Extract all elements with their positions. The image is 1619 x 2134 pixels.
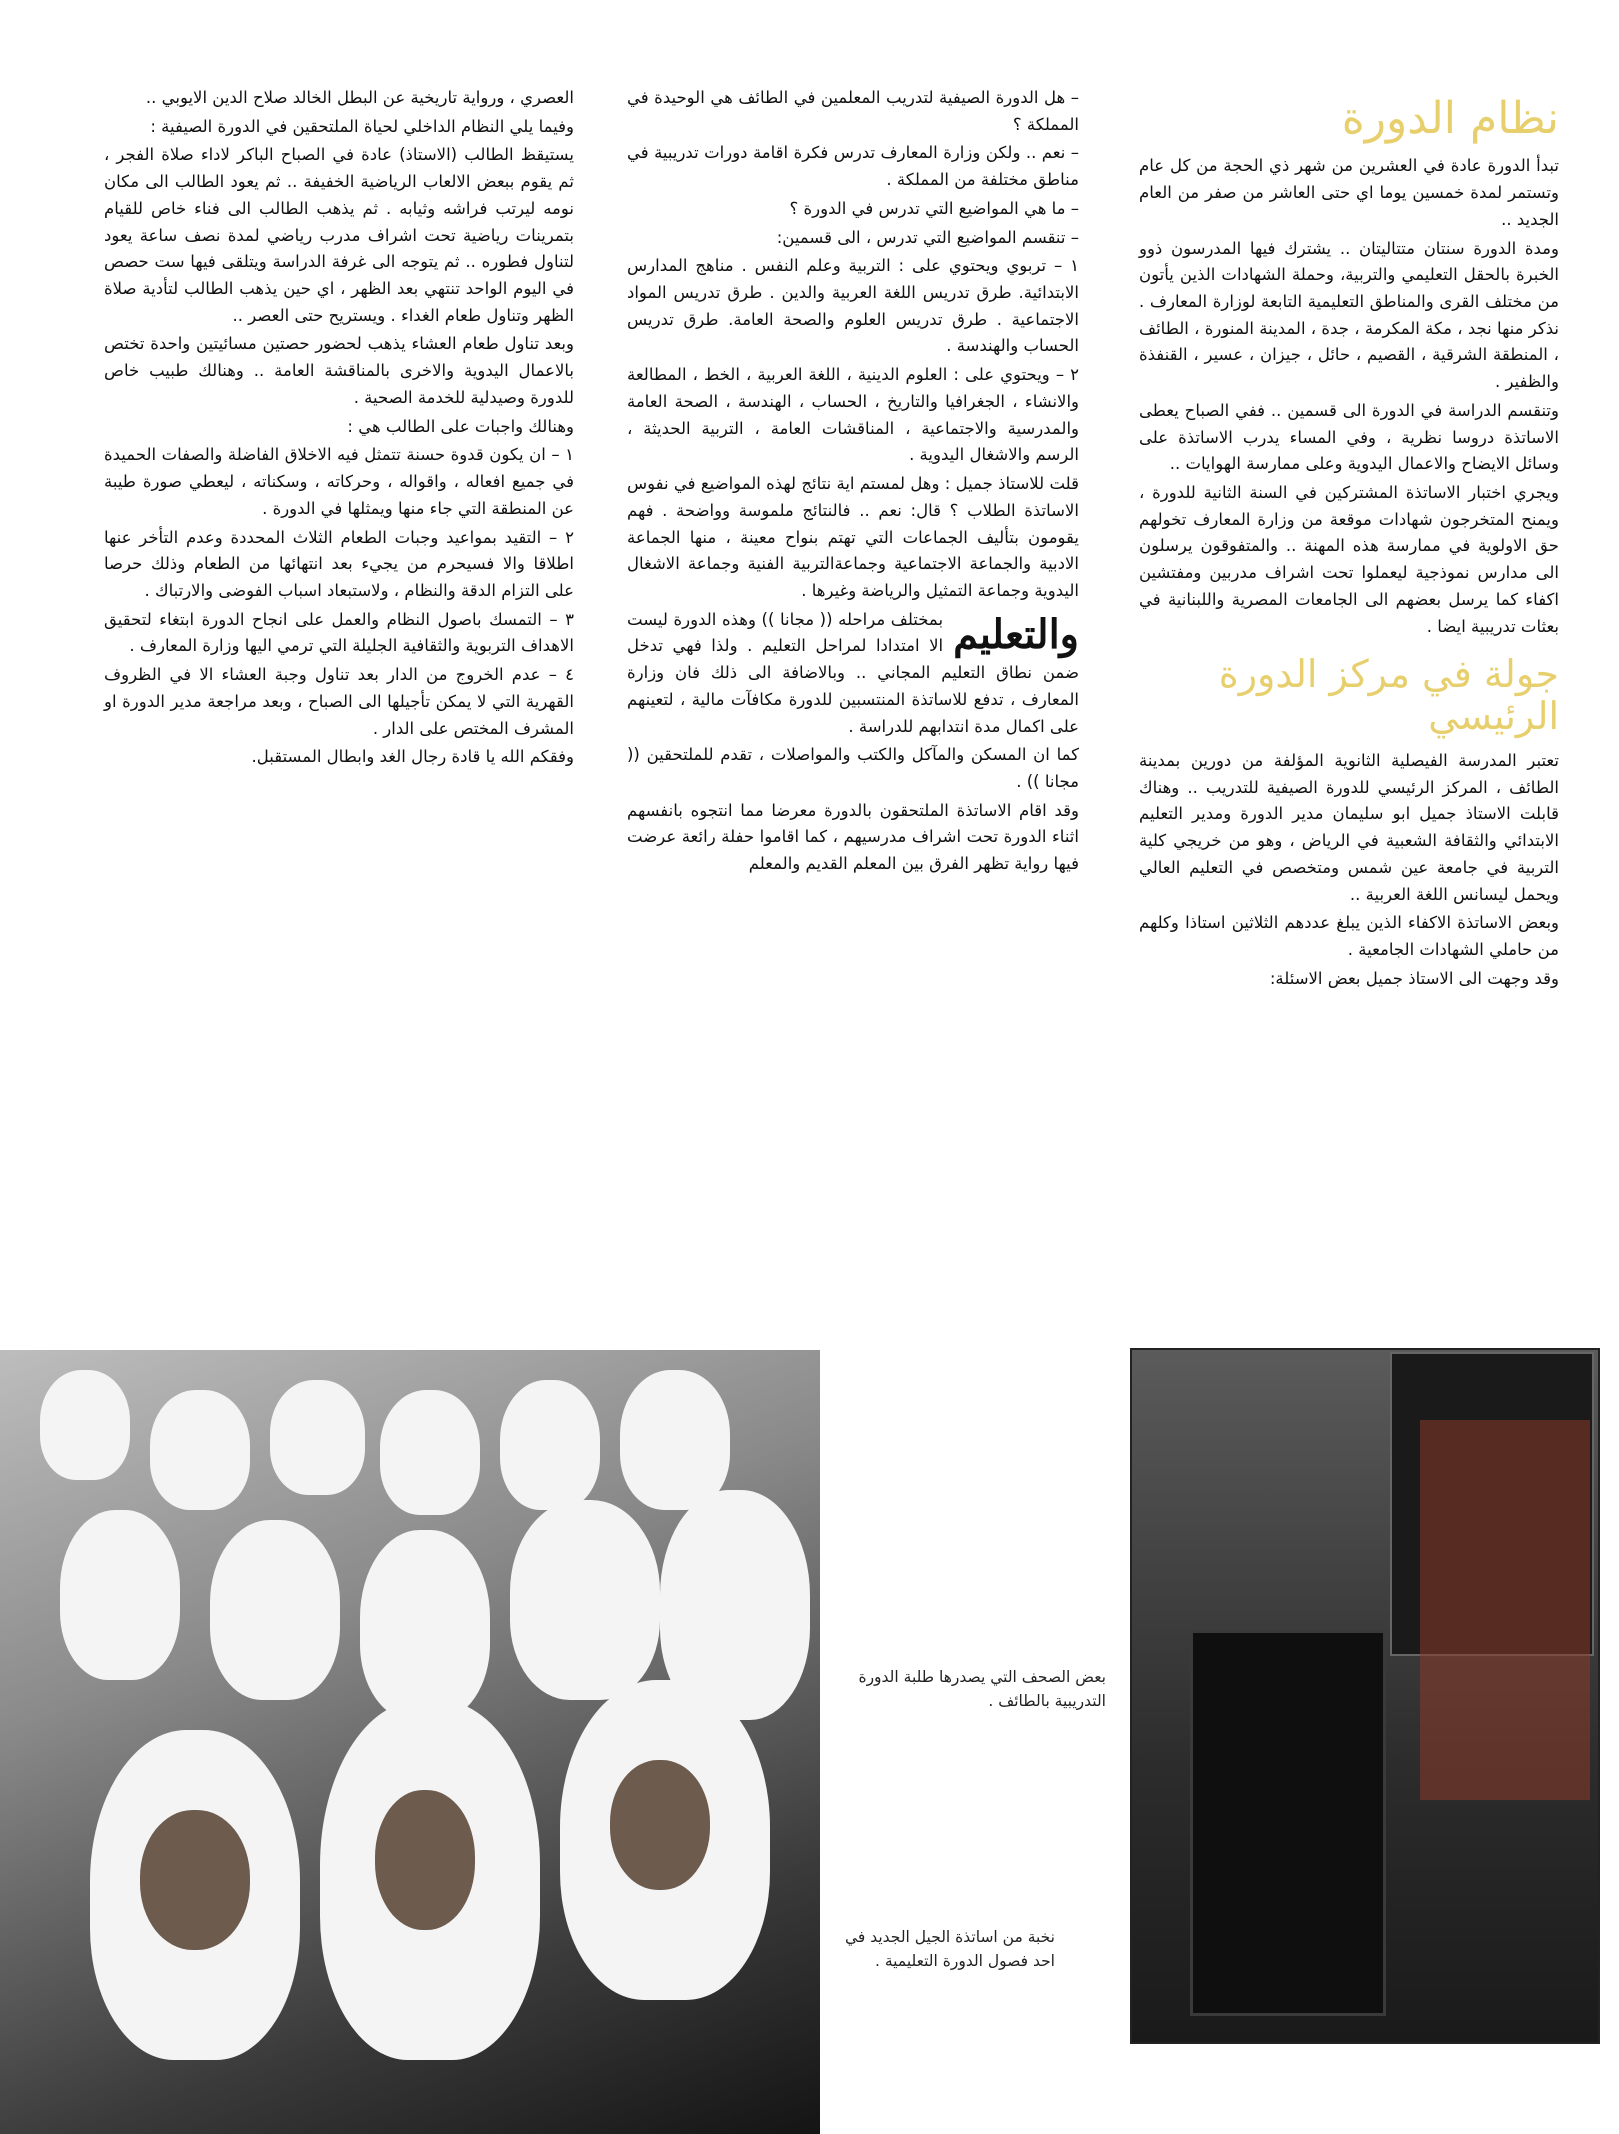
- paragraph: وقد اقام الاساتذة الملتحقون بالدورة معرضا مما انتجوه بانفسهم اثناء الدورة تحت اشراف مدرسيهم ، كما اقاموا حفلة رائعة عرضت فيها رواية تظهر الفرق بين المعلم القديم والمعلم: [627, 800, 1079, 874]
- paragraph: ٢ – ويحتوي على : العلوم الدينية ، اللغة العربية ، الخط ، المطالعة والانشاء ، الجغرافيا والتاريخ ، الحساب ، الهندسة ، الصحة العامة والمدرسية والاجتماعية ، المناقشات العامة ، التربية الحديثة ، الرسم والاشغال اليدوية .: [627, 365, 1079, 465]
- paragraph: ٤ – عدم الخروج من الدار بعد تناول وجبة العشاء الا في الظروف القهرية التي لا يمكن تأجيلها الى الصباح ، وبعد مراجعة مدير الدورة او المشرف المختص على الدار .: [104, 665, 574, 738]
- paragraph: – تنقسم المواضيع التي تدرس ، الى قسمين:: [776, 227, 1079, 247]
- caption-left-photo: نخبة من اساتذة الجيل الجديد في احد فصول الدورة التعليمية .: [844, 1928, 1055, 1971]
- paragraph: وبعد تناول طعام العشاء يذهب لحضور حصتين مسائيتين واحدة تختص بالاعمال اليدوية والاخرى بالمناقشة العامة .. وهنالك طبيب خاص للدورة وصيدلية للخدمة الصحية .: [104, 334, 574, 407]
- paragraph: ٢ – التقيد بمواعيد وجبات الطعام الثلاث المحددة وعدم التأخر عنها اطلاقا والا فسيحرم من يجيء بعد انتهائها من الطعام وذلك حرصا على التزام الدقة والنظام ، ولاستبعاد اسباب الفوضى والارتباك .: [104, 527, 574, 600]
- paragraph: كما ان المسكن والمآكل والكتب والمواصلات ، تقدم للملتحقين (( مجانا )) .: [627, 745, 1079, 791]
- classroom-photo: [0, 1350, 820, 2134]
- section-title-course-system: نظام الدورة: [1341, 93, 1559, 144]
- left-column: [104, 85, 574, 773]
- paragraph: ١ – ان يكون قدوة حسنة تتمثل فيه الاخلاق الفاضلة والصفات الحميدة في جميع افعاله ، واقواله ، وحركاته ، وسكناته ، ليعطي صورة طيبة عن المنطقة التي جاء منها ويمثلها في الدورة .: [104, 445, 574, 518]
- paragraph: العصري ، ورواية تاريخية عن البطل الخالد صلاح الدين الايوبي ..: [145, 88, 574, 107]
- paragraph: ١ – تربوي ويحتوي على : التربية وعلم النفس . مناهج المدارس الابتدائية. طرق تدريس اللغة العربية والدين . طرق تدريس المواد الاجتماعية . طرق تدريس العلوم والصحة العامة. طرق تدريس الحساب والهندسة .: [627, 256, 1079, 356]
- paragraph: قلت للاستاذ جميل : وهل لمستم اية نتائج لهذه المواضيع في نفوس الاساتذة الطلاب ؟ قال: نعم .. فالنتائج ملموسة وواضحة . فهم يقومون بتأليف الجماعات التي تهتم بنواح معينة ، منها الجماعة الادبية والجماعة الاجتماعية وجماعةالتربية الفنية وجماعة الاشغال اليدوية وجماعة التمثيل والرياضة وغيرها .: [627, 474, 1079, 600]
- paragraph: يستيقظ الطالب (الاستاذ) عادة في الصباح الباكر لاداء صلاة الفجر ، ثم يقوم ببعض الالعاب الرياضية الخفيفة .. ثم يعود الطالب الى مكان نومه ليرتب فراشه وثيابه . ثم يذهب الطالب الى فناء خاص للقيام بتمرينات رياضية تحت اشراف مدرب رياضي لمدة نصف ساعة يعود لتناول فطوره .. ثم يتوجه الى غرفة الدراسة ويتلقى فيها ست حصص في اليوم الواحد تنتهي بعد الظهر ، اي حين يذهب الطالب لتأدية صلاة الظهر وتناول طعام الغداء . ويستريح حتى العصر ..: [104, 145, 574, 325]
- paragraph: – نعم .. ولكن وزارة المعارف تدرس فكرة اقامة دورات تدريبية في مناطق مختلفة من المملكة .: [627, 143, 1079, 190]
- paragraph: وفيما يلي النظام الداخلي لحياة الملتحقين في الدورة الصيفية :: [150, 116, 574, 136]
- paragraph: ويجري اختبار الاساتذة المشتركين في السنة الثانية للدورة ، ويمنح المتخرجون شهادات موقعة من وزارة المعارف تخولهم حق الاولوية في ممارسة هذه المهنة .. والمتفوقون يرسلون الى مدارس نموذجية ليعملوا تحت اشراف مدربين ومفتشين اكفاء كما يرسل بعضهم الى الجامعات المصرية واللبنانية في بعثات تدريبية ايضا .: [1139, 483, 1559, 636]
- paragraph: ٣ – التمسك باصول النظام والعمل على انجاح الدورة ابتغاء لتحقيق الاهداف التربوية والثقافية الجليلة التي ترمي اليها وزارة المعارف .: [104, 609, 574, 656]
- paragraph: وقد وجهت الى الاستاذ جميل بعض الاسئلة:: [1269, 968, 1559, 988]
- paragraph: – هل الدورة الصيفية لتدريب المعلمين في الطائف هي الوحيدة في المملكة ؟: [627, 88, 1079, 134]
- paragraph: – ما هي المواضيع التي تدرس في الدورة ؟: [789, 198, 1079, 218]
- paragraph: وهنالك واجبات على الطالب هي :: [347, 416, 574, 436]
- poster-board: [1420, 1420, 1590, 1800]
- caption-right-photo: بعض الصحف التي يصدرها طلبة الدورة التدريبية بالطائف .: [858, 1668, 1106, 1711]
- paragraph: تبدأ الدورة عادة في العشرين من شهر ذي الحجة من كل عام وتستمر لمدة خمسين يوما اي حتى العاشر من صفر من العام الجديد ..: [1139, 156, 1559, 229]
- inline-heading-education: والتعليم: [953, 610, 1079, 658]
- section-title-tour: جولة في مركز الدورة الرئيسي: [1218, 652, 1559, 739]
- paragraph: ومدة الدورة سنتان متتاليتان .. يشترك فيها المدرسون ذوو الخبرة بالحقل التعليمي والتربية، وحملة الشهادات الذين يأتون من مختلف القرى والمناطق التعليمية التابعة لوزارة المعارف . نذكر منها نجد ، مكة المكرمة ، جدة ، المدينة المنورة ، الطائف ، المنطقة الشرقية ، القصيم ، حائل ، جيزان ، عسير ، القنفذة والظفير .: [1139, 238, 1559, 392]
- paragraph: وفقكم الله يا قادة رجال الغد وابطال المستقبل.: [251, 747, 574, 767]
- middle-column: [627, 85, 1079, 880]
- right-column: [1139, 95, 1559, 994]
- paragraph: وتنقسم الدراسة في الدورة الى قسمين .. ففي الصباح يعطى الاساتذة دروسا نظرية ، وفي المساء يدرب الاساتذة على وسائل الايضاح والاعمال اليدوية وعلى ممارسة الهوايات ..: [1139, 400, 1559, 474]
- blackboard: [1190, 1630, 1386, 2016]
- paragraph: تعتبر المدرسة الفيصلية الثانوية المؤلفة من دورين بمدينة الطائف ، المركز الرئيسي للدورة الصيفية للتدريب .. وهناك قابلت الاستاذ جميل ابو سليمان مدير الدورة ومدير التعليم الابتدائي والثقافة الشعبية في الرياض ، وهو من خريجي كلية التربية في جامعة عين شمس ومتخصص في التعليم العالي ويحمل ليسانس اللغة العربية ..: [1139, 750, 1559, 904]
- paragraph: وبعض الاساتذة الاكفاء الذين يبلغ عددهم الثلاثين استاذا وكلهم من حاملي الشهادات الجامعية .: [1139, 913, 1559, 959]
- paragraph: بمختلف مراحله (( مجانا )) وهذه الدورة ليست الا امتدادا لمراحل التعليم . ولذا فهي تدخل ضمن نطاق التعليم المجاني .. وبالاضافة الى ذلك فان وزارة المعارف ، تدفع للاساتذة المنتسبين للدورة مكافآت مالية ، لتعينهم على اكمال مدة انتدابهم للدراسة .: [627, 609, 1079, 736]
